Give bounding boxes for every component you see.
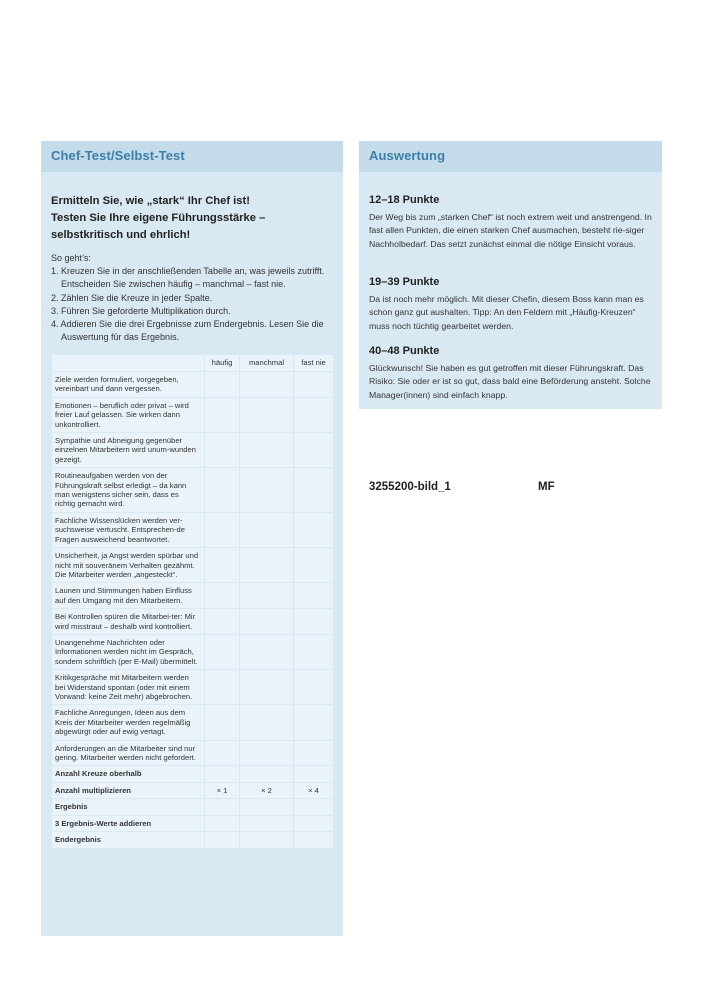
summary-row [52,782,334,799]
intro-line-1: Ermitteln Sie, wie „stark“ Ihr Chef ist! [51,195,250,207]
instructions-list [51,265,341,344]
summary-cell: × 2 [240,782,294,799]
auswertung-title: Auswertung [369,148,446,163]
checkbox-cell-manchmal[interactable] [240,634,294,669]
header-haeufig: häufig [205,355,240,372]
summary-label: Anzahl multiplizieren [52,782,205,799]
summary-cell[interactable] [205,799,240,816]
summary-row [52,815,334,832]
table-header-row [52,355,334,372]
checkbox-cell-fast-nie[interactable] [294,670,334,705]
table-row [52,740,334,766]
checkbox-cell-fast-nie[interactable] [294,583,334,609]
instruction-step: 3. Führen Sie geforderte Multiplikation durch. [51,305,231,316]
checkbox-cell-fast-nie[interactable] [294,433,334,468]
summary-label: Endergebnis [52,832,205,849]
statement-cell: Routineaufgaben werden von der Führungskraft selbst erledigt – da kann man wenigstens sicher sein, dass es richtig gemacht wird. [52,468,205,513]
intro-heading [51,193,339,244]
statement-cell: Unangenehme Nachrichten oder Informationen werden nicht im Gespräch, sondern schriftlich (per E-Mail) übermittelt. [52,634,205,669]
header-manchmal: manchmal [240,355,294,372]
result-range-text: Glückwunsch! Sie haben es gut getroffen mit dieser Führungskraft. Das Risiko: Sie oder er ist so gut, dass bald eine Beförderung ansteht. Solche Manager(innen) sind einfach knapp. [369,363,651,400]
checkbox-cell-haeufig[interactable] [205,397,240,432]
instruction-step: 1. Kreuzen Sie in der anschließenden Tabelle an, was jeweils zutrifft. Entscheiden Sie zwischen häufig – manchmal – fast nie. [51,266,325,290]
statement-cell: Bei Kontrollen spüren die Mitarbei-ter: Mir wird misstraut – deshalb wird kontrolliert. [52,609,205,635]
summary-row [52,832,334,849]
result-range-text: Der Weg bis zum „starken Chef“ ist noch extrem weit und anstrengend. In fast allen Punkten, die einen starken Chef ausmachen, besteht rie-siger Nachholbedarf. Das setzt zunächst einmal die nötige Einsicht voraus. [369,212,652,249]
auswertung-header [359,141,662,172]
summary-cell: × 4 [294,782,334,799]
statement-cell: Sympathie und Abneigung gegenüber einzelnen Mitarbeitern wird unum-wunden gezeigt. [52,433,205,468]
checkbox-cell-manchmal[interactable] [240,609,294,635]
statement-cell: Unsicherheit, ja Angst werden spürbar und nicht mit souveränem Verhalten gezähmt. Die Mitarbeiter werden „angesteckt“. [52,548,205,583]
result-range-text: Da ist noch mehr möglich. Mit dieser Chefin, diesem Boss kann man es schon ganz gut aushalten. Tipp: An den Feldern mit „Häufig-Kreuzen“ muss noch tüchtig gearbeitet werden. [369,294,644,331]
checkbox-cell-manchmal[interactable] [240,397,294,432]
table-row [52,705,334,740]
checkbox-cell-haeufig[interactable] [205,548,240,583]
checkbox-cell-manchmal[interactable] [240,512,294,547]
instruction-step: 4. Addieren Sie die drei Ergebnisse zum Endergebnis. Lesen Sie die Auswertung für das Ergebnis. [51,319,324,343]
summary-cell[interactable] [294,815,334,832]
result-range-title: 40–48 Punkte [369,345,440,357]
table-row [52,372,334,398]
checkbox-cell-haeufig[interactable] [205,634,240,669]
checkbox-cell-fast-nie[interactable] [294,705,334,740]
checkbox-cell-manchmal[interactable] [240,740,294,766]
table-row [52,397,334,432]
table-row [52,548,334,583]
auswertung-panel [359,141,662,409]
assessment-table [51,354,334,849]
summary-cell[interactable] [294,799,334,816]
checkbox-cell-manchmal[interactable] [240,670,294,705]
statement-cell: Anforderungen an die Mitarbeiter sind nur gering. Mitarbeiter werden nicht gefordert. [52,740,205,766]
header-statement [52,355,205,372]
summary-label: 3 Ergebnis-Werte addieren [52,815,205,832]
statement-cell: Ziele werden formuliert, vorgegeben, vereinbart und dann vergessen. [52,372,205,398]
statement-cell: Fachliche Anregungen, Ideen aus dem Kreis der Mitarbeiter werden regelmäßig abgewürgt oder auf ewig vertagt. [52,705,205,740]
instructions [51,252,341,344]
summary-cell[interactable] [205,815,240,832]
checkbox-cell-haeufig[interactable] [205,705,240,740]
summary-cell[interactable] [240,799,294,816]
checkbox-cell-manchmal[interactable] [240,548,294,583]
checkbox-cell-fast-nie[interactable] [294,548,334,583]
summary-label: Ergebnis [52,799,205,816]
checkbox-cell-fast-nie[interactable] [294,512,334,547]
summary-cell[interactable] [205,766,240,783]
summary-row [52,799,334,816]
summary-cell[interactable] [205,832,240,849]
statement-cell: Launen und Stimmungen haben Einfluss auf den Umgang mit den Mitarbeitern. [52,583,205,609]
checkbox-cell-haeufig[interactable] [205,468,240,513]
checkbox-cell-haeufig[interactable] [205,372,240,398]
checkbox-cell-haeufig[interactable] [205,670,240,705]
table-row [52,512,334,547]
summary-label: Anzahl Kreuze oberhalb [52,766,205,783]
checkbox-cell-haeufig[interactable] [205,740,240,766]
result-range-title: 19–39 Punkte [369,276,440,288]
checkbox-cell-fast-nie[interactable] [294,634,334,669]
intro-line-2: Testen Sie Ihre eigene Führungsstärke – selbstkritisch und ehrlich! [51,212,266,241]
checkbox-cell-manchmal[interactable] [240,468,294,513]
checkbox-cell-fast-nie[interactable] [294,397,334,432]
header-fast-nie: fast nie [294,355,334,372]
checkbox-cell-fast-nie[interactable] [294,609,334,635]
instruction-step: 2. Zählen Sie die Kreuze in jeder Spalte. [51,292,213,303]
table-row [52,583,334,609]
statement-cell: Emotionen – beruflich oder privat – wird freier Lauf gelassen. Sie wirken dann unkontrolliert. [52,397,205,432]
table-row [52,468,334,513]
statement-cell: Fachliche Wissenslücken werden ver-suchsweise vertuscht. Entsprechen-de Fragen ausweichend beantwortet. [52,512,205,547]
checkbox-cell-haeufig[interactable] [205,512,240,547]
statement-cell: Kritikgespräche mit Mitarbeitern werden bei Widerstand spontan (oder mit einem Vorwand: keine Zeit mehr) abgebrochen. [52,670,205,705]
checkbox-cell-fast-nie[interactable] [294,372,334,398]
summary-cell[interactable] [294,832,334,849]
checkbox-cell-fast-nie[interactable] [294,468,334,513]
checkbox-cell-manchmal[interactable] [240,372,294,398]
checkbox-cell-haeufig[interactable] [205,433,240,468]
summary-cell[interactable] [240,832,294,849]
table-row [52,634,334,669]
result-range-title: 12–18 Punkte [369,194,440,206]
table-row [52,609,334,635]
summary-cell[interactable] [240,766,294,783]
checkbox-cell-fast-nie[interactable] [294,740,334,766]
table-row [52,670,334,705]
summary-cell[interactable] [294,766,334,783]
checkbox-cell-manchmal[interactable] [240,705,294,740]
checkbox-cell-haeufig[interactable] [205,609,240,635]
checkbox-cell-manchmal[interactable] [240,433,294,468]
checkbox-cell-manchmal[interactable] [240,583,294,609]
image-id-label: 3255200-bild_1 [369,481,451,493]
summary-cell: × 1 [205,782,240,799]
mf-label: MF [538,481,555,493]
checkbox-cell-haeufig[interactable] [205,583,240,609]
summary-cell[interactable] [240,815,294,832]
chef-test-panel [41,141,343,936]
instructions-title: So geht’s: [51,253,91,263]
chef-test-header [41,141,343,172]
table-row [52,433,334,468]
chef-test-title: Chef-Test/Selbst-Test [51,148,185,163]
summary-row [52,766,334,783]
